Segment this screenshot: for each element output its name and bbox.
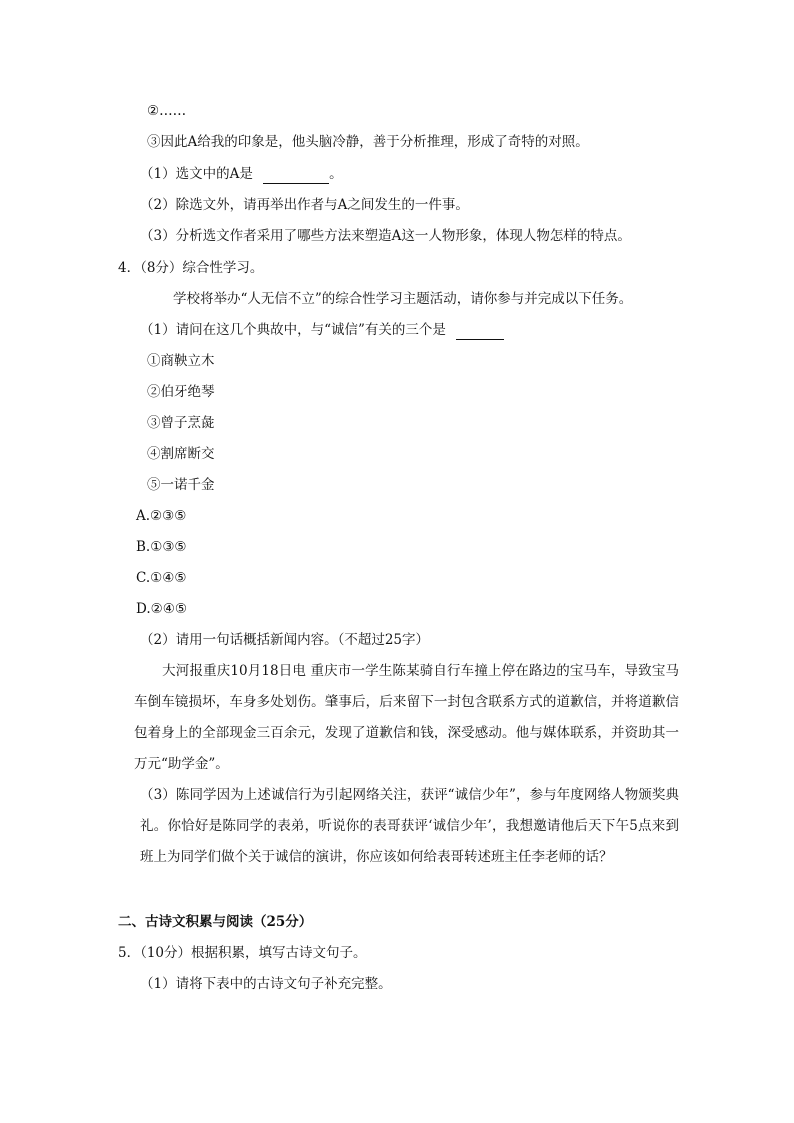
q3-subquestion-3: （3）分析选文作者采用了哪些方法来塑造A这一人物形象，体现人物怎样的特点。 [140, 228, 631, 244]
story-item: ③曾子烹彘 [147, 415, 215, 431]
option-d[interactable]: D.②④⑤ [136, 601, 187, 617]
q3-sub1-end: 。 [329, 166, 343, 182]
section-2-title: 二、古诗文积累与阅读（25分） [118, 914, 313, 930]
answer-blank[interactable] [263, 168, 329, 184]
story-item: ②伯牙绝琴 [147, 384, 215, 400]
story-item: ⑤一诺千金 [147, 477, 215, 493]
q4-subquestion-2: （2）请用一句话概括新闻内容。（不超过25字） [140, 632, 430, 648]
q5-subquestion-1: （1）请将下表中的古诗文句子补充完整。 [140, 976, 392, 992]
q4-header: 4．（8分）综合性学习。 [118, 260, 264, 276]
option-c[interactable]: C.①④⑤ [136, 570, 187, 586]
q3-sub1-text: （1）选文中的A是 [140, 166, 253, 182]
q3-item-2: ②…… [147, 103, 187, 119]
answer-blank[interactable] [456, 324, 504, 340]
q4-intro: 学校将举办“人无信不立”的综合性学习主题活动，请你参与并完成以下任务。 [173, 291, 633, 307]
q5-header: 5．（10分）根据积累，填写古诗文句子。 [118, 945, 367, 961]
news-text: 大河报重庆10月18日电 重庆市一学生陈某骑自行车撞上停在路边的宝马车，导致宝马车倒车镜损坏，车身多处划伤。肇事后，后来留下一封包含联系方式的道歉信，并将道歉信包着身上的全部现金三百余元，发现了道歉信和钱，深受感动。他与媒体联系，并资助其一万元“助学金”。 [134, 663, 679, 772]
q4-subquestion-3: （3）陈同学因为上述诚信行为引起网络关注，获评“诚信少年”，参与年度网络人物颁奖典礼。你恰好是陈同学的表弟，听说你的表哥获评‘诚信少年’，我想邀请他后天下午5点来到班上为同学们做个关于诚信的演讲，你应该如何给表哥转述班主任李老师的话？ [140, 787, 679, 865]
q4-subquestion-1 [140, 320, 504, 340]
story-item: ①商鞅立木 [147, 353, 215, 369]
q3-subquestion-2: （2）除选文外，请再举出作者与A之间发生的一件事。 [140, 197, 469, 213]
story-item: ④割席断交 [147, 446, 215, 462]
option-b[interactable]: B.①③⑤ [136, 539, 187, 555]
news-paragraph [134, 656, 679, 780]
q3-item-3: ③因此A给我的印象是，他头脑冷静，善于分析推理，形成了奇特的对照。 [147, 134, 589, 150]
option-a[interactable]: A.②③⑤ [136, 508, 187, 524]
q4-sub1-text: （1）请问在这几个典故中，与“诚信”有关的三个是 [140, 322, 446, 338]
q3-subquestion-1 [140, 164, 343, 184]
